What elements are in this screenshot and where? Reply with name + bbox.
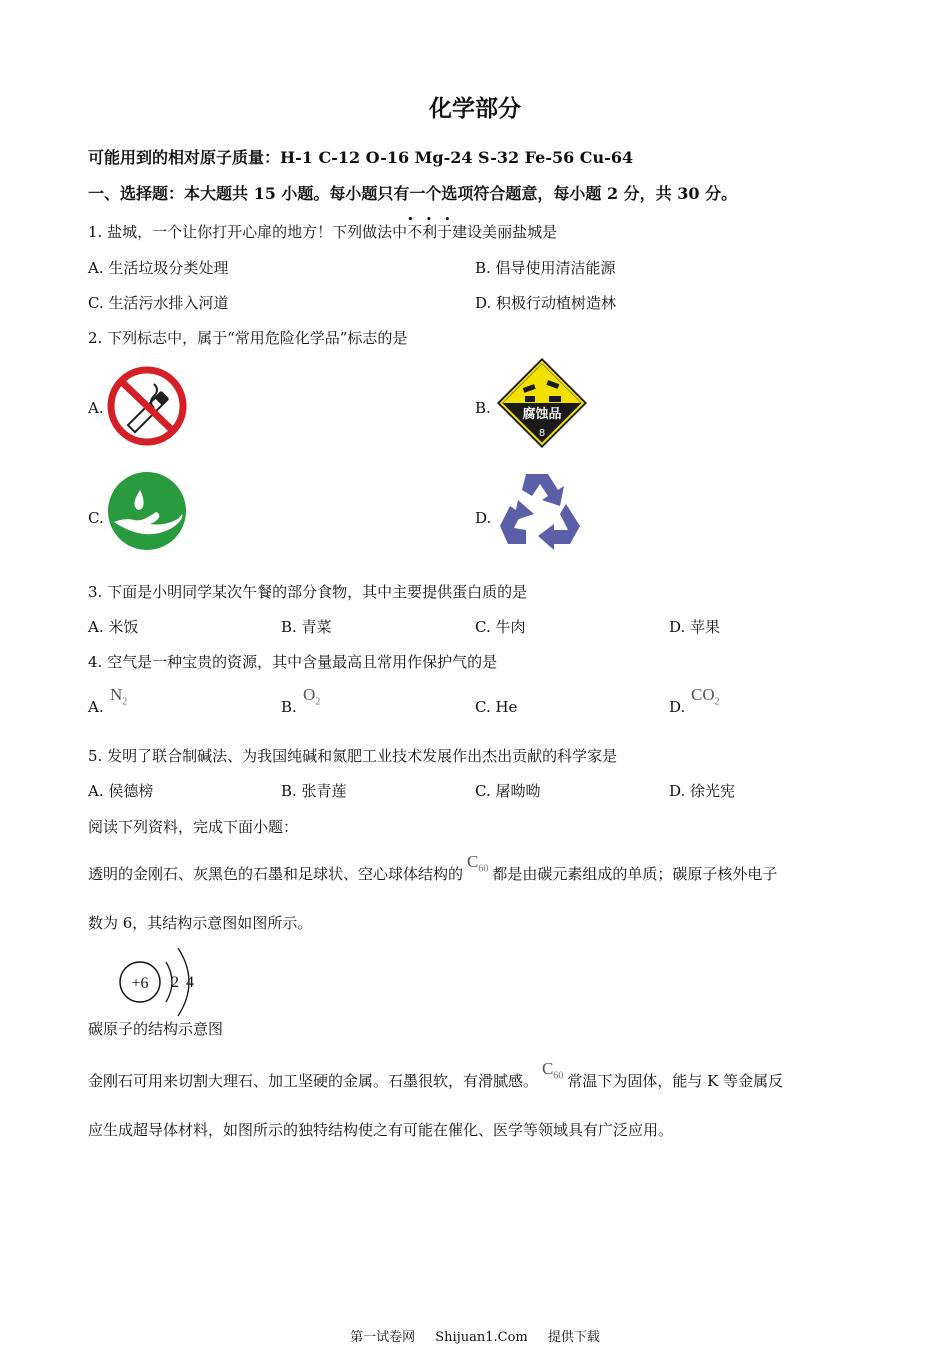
reading-paragraph-2-line-1: 金刚石可用来切割大理石、加工坚硬的金属。石墨很软，有滑腻感。$C_{60}$ 常温下为固体，能与 K 等金属反 [88,1059,784,1090]
page-title: 化学部分 [429,95,521,122]
q1-emphasis: ••• 不利于 [407,213,463,241]
reading-paragraph-2-line-2: 应生成超导体材料，如图所示的独特结构使之有可能在催化、医学等领域具有广泛应用。 [88,1121,674,1139]
q1-option-c: C. 生活污水排入河道 [88,294,229,312]
question-3-stem: 3. 下面是小明同学某次午餐的部分食物，其中主要提供蛋白质的是 [88,583,528,601]
recycle-icon [496,470,584,550]
q5-option-d: D. 徐光宪 [669,782,736,800]
water-saving-icon [106,470,188,552]
no-smoking-icon [106,366,188,446]
shell-2-electrons: 4 [186,974,194,991]
footer-site-name: 第一试卷网 [350,1330,416,1345]
reading-paragraph-1-line-1: 透明的金刚石、灰黑色的石墨和足球状、空心球体结构的$C_{60}$ 都是由碳元素组成的单质；碳原子核外电子 [88,852,778,883]
q4-option-a: A. [88,698,104,716]
q4-option-b: B. [281,698,297,716]
q1-option-b: B. 倡导使用清洁能源 [475,259,616,277]
section-heading: 一、选择题：本大题共 15 小题。每小题只有一个选项符合题意，每小题 2 分，共 30 分。 [88,184,738,203]
corrosive-class-number: 8 [538,428,546,439]
corrosive-label: 腐蚀品 [522,407,562,422]
atom-diagram-caption: 碳原子的结构示意图 [88,1020,224,1038]
q1-option-a: A. 生活垃圾分类处理 [88,259,229,277]
q3-option-c: C. 牛肉 [475,618,526,636]
q5-option-c: C. 屠呦呦 [475,782,541,800]
q4-option-c: C. He [475,698,518,716]
question-4-stem: 4. 空气是一种宝贵的资源，其中含量最高且常用作保护气的是 [88,653,498,671]
q1-option-d: D. 积极行动植树造林 [475,294,617,312]
q2-option-c: C. [88,509,104,527]
q5-option-a: A. 侯德榜 [88,782,154,800]
question-5-stem: 5. 发明了联合制碱法、为我国纯碱和氮肥工业技术发展作出杰出贡献的科学家是 [88,747,618,765]
page-footer [0,1326,950,1345]
q3-option-d: D. 苹果 [669,618,721,636]
question-1-stem [88,213,558,242]
footer-site-url[interactable]: Shijuan1.Com [435,1330,528,1345]
q4-formula-o2: $O_2$ [303,685,321,708]
reading-paragraph-1-line-2: 数为 6，其结构示意图如图所示。 [88,914,313,932]
q2-option-b: B. [475,399,491,417]
q4-option-d: D. [669,698,686,716]
carbon-atom-diagram [116,944,206,1020]
c60-formula: $C_{60}$ [467,852,489,875]
shell-1-electrons: 2 [171,974,179,991]
c60-formula-2: $C_{60}$ [542,1059,564,1082]
q4-formula-co2: $CO_2$ [691,685,720,708]
q1-stem-pre: 1. 盐城，一个让你打开心扉的地方！下列做法中 [88,223,408,241]
q1-stem-post: 建设美丽盐城是 [452,223,558,241]
q3-option-b: B. 青菜 [281,618,332,636]
corrosive-sign-icon [495,356,589,450]
atomic-mass-line: 可能用到的相对原子质量：H-1 C-12 O-16 Mg-24 S-32 Fe-56 Cu-64 [88,148,634,167]
q2-option-d: D. [475,509,492,527]
q2-option-a: A. [88,399,104,417]
footer-download-text: 提供下载 [547,1330,600,1345]
q3-option-a: A. 米饭 [88,618,139,636]
nucleus-charge: +6 [131,975,149,992]
reading-intro: 阅读下列资料，完成下面小题： [88,818,299,836]
emphasis-dots: ••• [407,213,463,226]
question-2-stem: 2. 下列标志中，属于“常用危险化学品”标志的是 [88,329,408,347]
q5-option-b: B. 张青莲 [281,782,347,800]
q4-formula-n2: $N_2$ [110,685,128,708]
